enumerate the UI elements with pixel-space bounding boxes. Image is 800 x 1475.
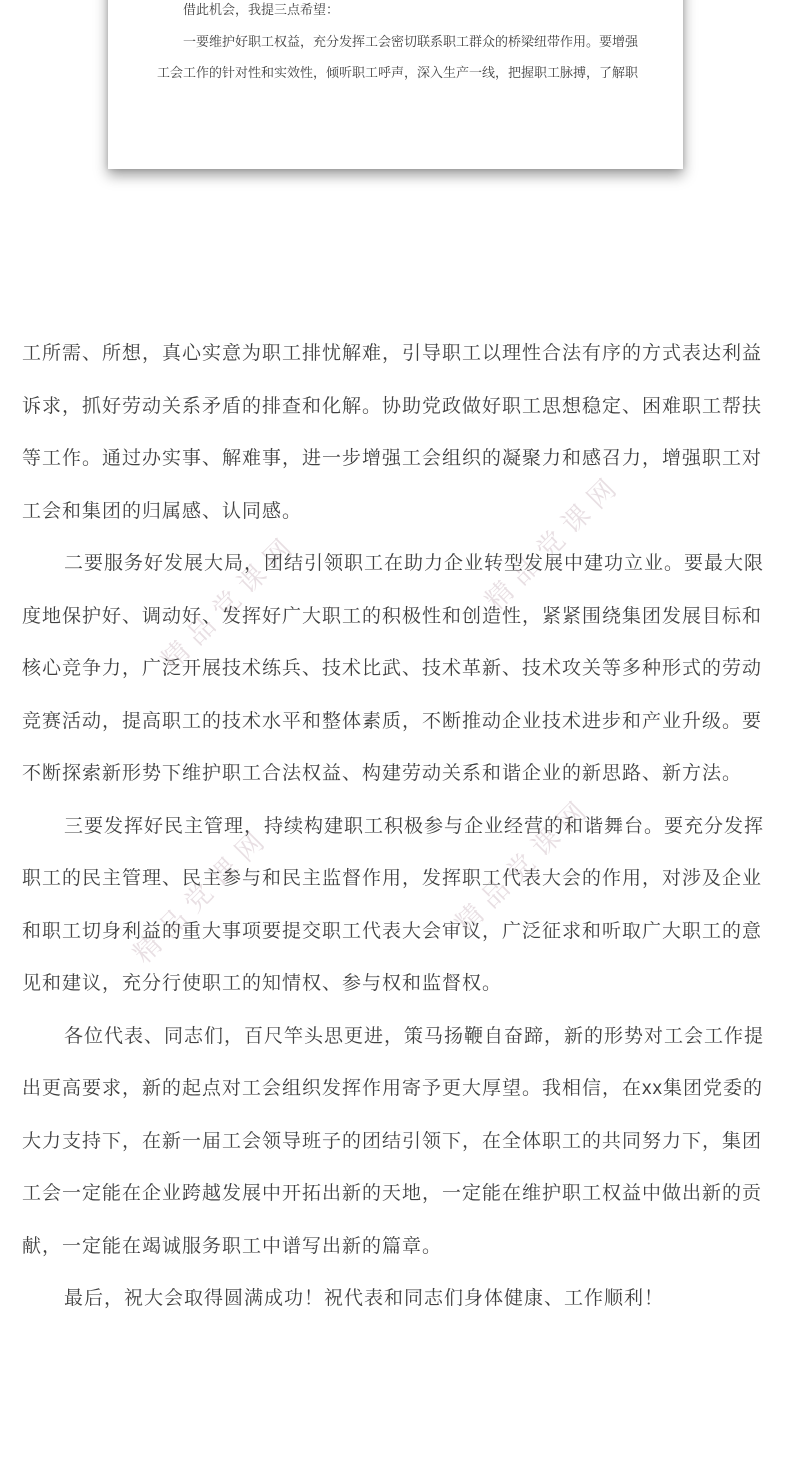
- body-text-line: 职工的民主管理、民主参与和民主监督作用，发挥职工代表大会的作用，对涉及企业: [22, 868, 763, 889]
- body-text-line: 最后，祝大会取得圆满成功！祝代表和同志们身体健康、工作顺利！: [64, 1288, 665, 1309]
- body-text-line: 竞赛活动，提高职工的技术水平和整体素质，不断推动企业技术进步和产业升级。要: [22, 710, 763, 732]
- body-text-line: 等工作。通过办实事、解难事，进一步增强工会组织的凝聚力和感召力，增强职工对: [22, 448, 763, 469]
- watermark-text: 精品党课网: [155, 527, 305, 677]
- preview-text-line: 借此机会，我提三点希望：: [183, 2, 340, 17]
- body-text-line: 工会和集团的归属感、认同感。: [22, 500, 303, 522]
- body-text-line: 见和建议，充分行使职工的知情权、参与权和监督权。: [22, 973, 503, 994]
- body-text-line: 三要发挥好民主管理，持续构建职工积极参与企业经营的和谐舞台。要充分发挥: [64, 815, 765, 837]
- body-text-line: 诉求，抓好劳动关系矛盾的排查和化解。协助党政做好职工思想稳定、困难职工帮扶: [22, 395, 763, 417]
- preview-text-line: 一要维护好职工权益，充分发挥工会密切联系职工群众的桥梁纽带作用。要增强: [183, 33, 639, 49]
- body-text-line: 献，一定能在竭诚服务职工中谱写出新的篇章。: [22, 1235, 443, 1257]
- body-text-line: 大力支持下，在新一届工会领导班子的团结引领下，在全体职工的共同努力下，集团: [22, 1130, 763, 1152]
- body-text-line: 度地保护好、调动好、发挥好广大职工的积极性和创造性，紧紧围绕集团发展目标和: [22, 605, 763, 627]
- body-text-line: 出更高要求，新的起点对工会组织发挥作用寄予更大厚望。我相信，在xx集团党委的: [22, 1078, 764, 1099]
- body-text-line: 和职工切身利益的重大事项要提交职工代表大会审议，广泛征求和听取广大职工的意: [22, 920, 763, 942]
- document-page-preview-card: [108, 0, 683, 169]
- body-text-line: 核心竞争力，广泛开展技术练兵、技术比武、技术革新、技术攻关等多种形式的劳动: [22, 658, 763, 679]
- watermark-text: 精品党课网: [127, 820, 277, 970]
- body-text-line: 不断探索新形势下维护职工合法权益、构建劳动关系和谐企业的新思路、新方法。: [22, 763, 743, 784]
- document-body-text: [22, 328, 784, 1326]
- body-text-line: 二要服务好发展大局，团结引领职工在助力企业转型发展中建功立业。要最大限: [64, 553, 765, 574]
- body-text-line: 工会一定能在企业跨越发展中开拓出新的天地，一定能在维护职工权益中做出新的贡: [22, 1183, 763, 1204]
- body-text-line: 各位代表、同志们，百尺竿头思更进，策马扬鞭自奋蹄，新的形势对工会工作提: [64, 1025, 765, 1047]
- watermark-text: 精品党课网: [479, 467, 629, 617]
- body-text-line: 工所需、所想，真心实意为职工排忧解难，引导职工以理性合法有序的方式表达利益: [22, 343, 763, 364]
- preview-page-text: [157, 0, 659, 89]
- watermark-text: 精品党课网: [449, 790, 599, 940]
- preview-text-line: 工会工作的针对性和实效性，倾听职工呼声，深入生产一线，把握职工脉搏，了解职: [157, 65, 639, 80]
